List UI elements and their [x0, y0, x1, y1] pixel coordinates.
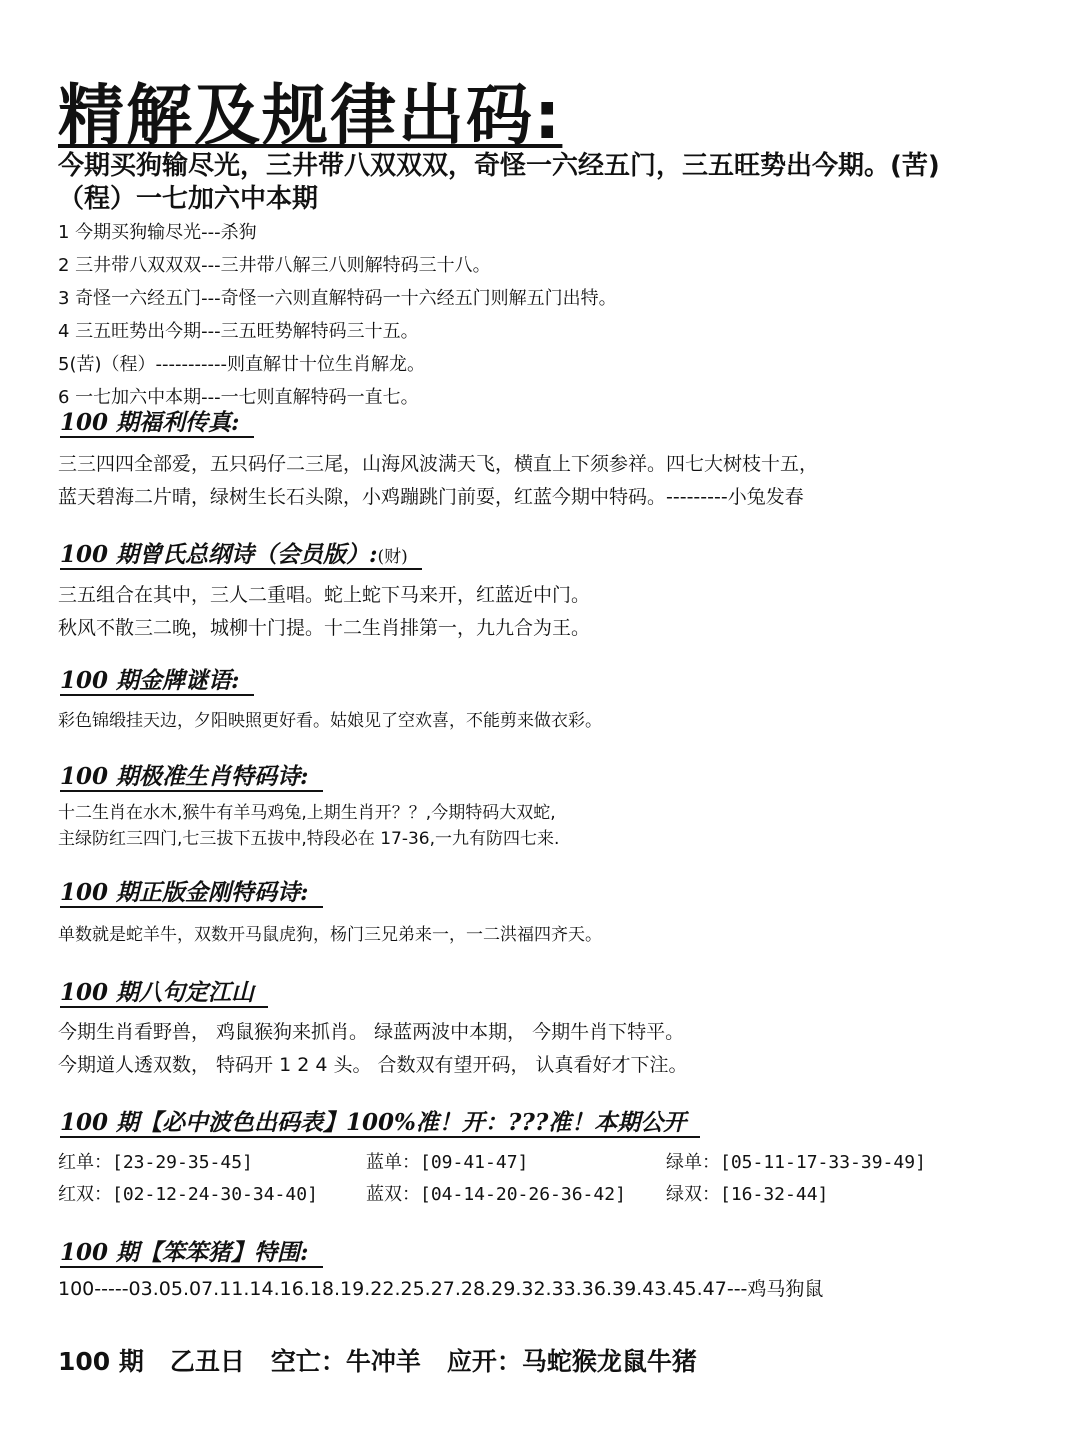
- zengshi-line: 秋风不散三二晚，城柳十门提。十二生肖排第一，九九合为王。: [58, 617, 591, 639]
- section-title-jizhun: 100 期极准生肖特码诗:: [60, 764, 323, 792]
- benzhu-line: 100-----03.05.07.11.14.16.18.19.22.25.27.28.29.32.33.36.39.43.45.47---鸡马狗鼠: [58, 1278, 824, 1300]
- jinpai-line: 彩色锦缎挂天边，夕阳映照更好看。姑娘见了空欢喜，不能剪来做衣彩。: [58, 711, 602, 731]
- jizhun-line: 主绿防红三四门,七三拔下五拔中,特段必在 17-36,一九有防四七来.: [58, 829, 560, 849]
- explain-item: 6 一七加六中本期---一七则直解特码一直七。: [58, 387, 419, 408]
- final-day: 乙丑日: [169, 1347, 245, 1376]
- fuli-line: 蓝天碧海二片晴，绿树生长石头隙，小鸡蹦跳门前耍，红蓝今期中特码。---------小兔发春: [58, 486, 804, 508]
- zengshi-line: 三五组合在其中，三人二重唱。蛇上蛇下马来开，红蓝近中门。: [58, 584, 591, 606]
- section-title-benzhu: 100 期【笨笨猪】特围:: [60, 1240, 323, 1268]
- bajuu-line: 今期道人透双数， 特码开 1 2 4 头。 合数双有望开码， 认真看好才下注。: [58, 1054, 688, 1076]
- bose-green-double: 绿双：[16-32-44]: [666, 1184, 829, 1205]
- bajuu-line: 今期生肖看野兽， 鸡鼠猴狗来抓肖。 绿蓝两波中本期， 今期牛肖下特平。: [58, 1021, 685, 1043]
- explain-item: 4 三五旺势出今期---三五旺势解特码三十五。: [58, 321, 419, 342]
- intro-line-1: 今期买狗输尽光，三井带八双双双，奇怪一六经五门，三五旺势出今期。(苦): [58, 151, 940, 181]
- bose-green-single: 绿单：[05-11-17-33-39-49]: [666, 1152, 926, 1173]
- bose-blue-double: 蓝双：[04-14-20-26-36-42]: [366, 1184, 626, 1205]
- zengshi-note: (财): [377, 547, 408, 567]
- explain-item: 2 三井带八双双双---三井带八解三八则解特码三十八。: [58, 255, 491, 276]
- final-yingkai: 应开：马蛇猴龙鼠牛猪: [446, 1347, 697, 1376]
- bose-red-double: 红双：[02-12-24-30-34-40]: [58, 1184, 318, 1205]
- bose-blue-single: 蓝单：[09-41-47]: [366, 1152, 529, 1173]
- bose-red-single: 红单：[23-29-35-45]: [58, 1152, 253, 1173]
- section-title-jingang: 100 期正版金刚特码诗:: [60, 880, 323, 908]
- explain-item: 3 奇怪一六经五门---奇怪一六则直解特码一十六经五门则解五门出特。: [58, 288, 617, 309]
- intro-line-2: （程）一七加六中本期: [58, 184, 319, 214]
- final-kongwang: 空亡：牛冲羊: [270, 1347, 421, 1376]
- jingang-line: 单数就是蛇羊牛，双数开马鼠虎狗，杨门三兄弟来一，一二洪福四齐天。: [58, 925, 602, 945]
- zengshi-title-text: 100 期曾氏总纲诗（会员版）:: [60, 541, 378, 568]
- section-title-zengshi: [60, 542, 422, 570]
- section-title-fuli: 100 期福利传真:: [60, 410, 254, 438]
- section-title-bajuu: 100 期八句定江山: [60, 980, 268, 1008]
- section-title-jinpai: 100 期金牌谜语:: [60, 668, 254, 696]
- fuli-line: 三三四四全部爱，五只码仔二三尾，山海风波满天飞，横直上下须参祥。四七大树枝十五，: [58, 453, 819, 475]
- jizhun-line: 十二生肖在水木,猴牛有羊马鸡兔,上期生肖开？？,今期特码大双蛇,: [58, 803, 556, 823]
- final-issue: 100 期: [58, 1347, 144, 1376]
- final-line: [58, 1342, 723, 1378]
- section-title-bose: 100 期【必中波色出码表】100%准！开：???准！本期公开: [60, 1110, 700, 1138]
- explain-item: 5(苦)（程）-----------则直解廿十位生肖解龙。: [58, 354, 425, 375]
- explain-item: 1 今期买狗输尽光---杀狗: [58, 222, 257, 243]
- page-title: 精解及规律出码:: [58, 77, 563, 154]
